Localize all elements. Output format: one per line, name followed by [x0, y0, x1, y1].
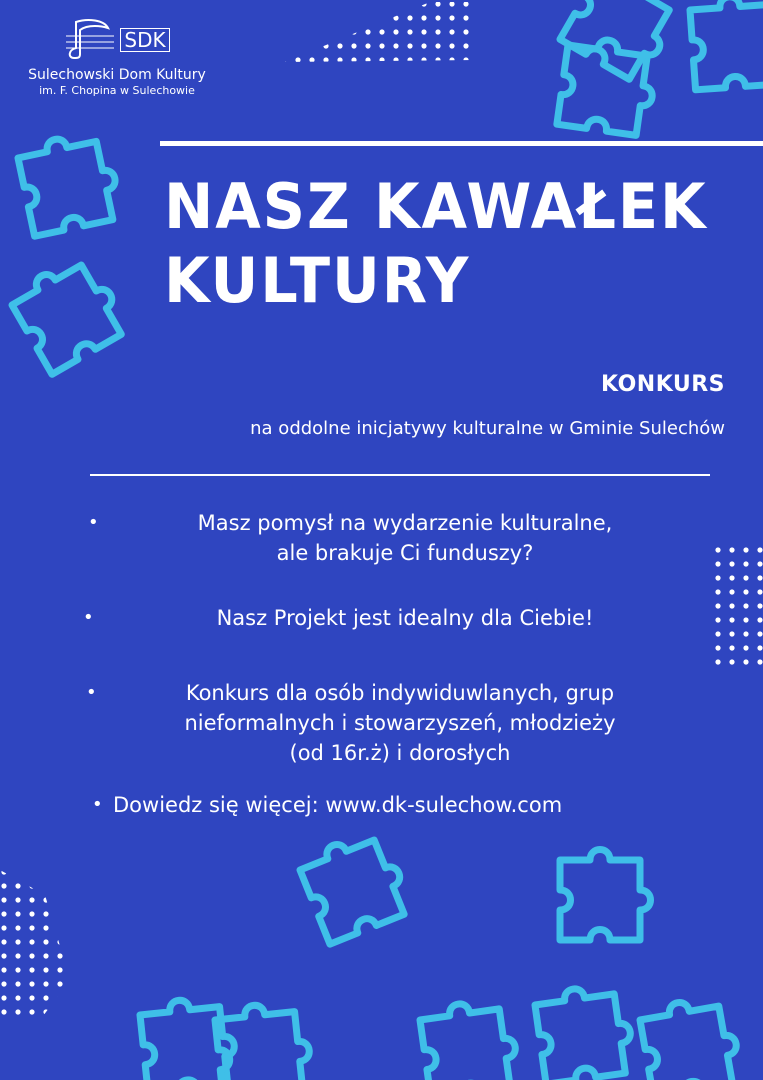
puzzle-piece: [16, 129, 123, 236]
puzzle-piece: [560, 850, 651, 941]
top-divider: [160, 141, 763, 146]
bullet-dot: •: [92, 794, 103, 815]
website-link-text: Dowiedz się więcej: www.dk-sulechow.com: [113, 793, 563, 817]
puzzle-piece: [638, 994, 743, 1080]
puzzle-piece: [560, 0, 684, 85]
main-title: [164, 170, 708, 318]
bullet-item: [110, 603, 700, 633]
logo-mark: SDK: [120, 28, 169, 52]
contest-subheading: na oddolne inicjatywy kulturalne w Gminie Sulechów: [250, 418, 725, 439]
dot-pattern: [712, 540, 763, 670]
puzzle-piece: [419, 997, 521, 1080]
bullet-item: [110, 508, 700, 568]
bullet-line: Masz pomysł na wydarzenie kulturalne,: [197, 511, 613, 535]
bullet-item: [90, 678, 710, 768]
logo-name: Sulechowski Dom Kultury: [28, 67, 206, 83]
music-note-icon: [64, 14, 116, 66]
bullet-line: Nasz Projekt jest idealny dla Ciebie!: [216, 606, 594, 630]
bullet-line: ale brakuje Ci funduszy?: [276, 541, 534, 565]
bullet-dot: •: [88, 512, 99, 533]
bullet-line: nieformalnych i stowarzyszeń, młodzieży: [184, 711, 616, 735]
bullet-item-website: [113, 790, 693, 820]
puzzle-piece: [534, 982, 636, 1080]
bullet-line: Konkurs dla osób indywiduwlanych, grup: [185, 681, 615, 705]
bullet-dot: •: [83, 607, 94, 628]
title-line-2: KULTURY: [164, 244, 471, 317]
contest-heading: KONKURS: [601, 372, 725, 397]
bullet-dot: •: [86, 682, 97, 703]
dot-pattern: [0, 870, 70, 1020]
puzzle-piece: [689, 0, 763, 90]
logo: [22, 14, 212, 97]
middle-divider: [90, 474, 710, 476]
dot-pattern: [285, 2, 475, 62]
bullet-line: (od 16r.ż) i dorosłych: [289, 741, 511, 765]
puzzle-piece: [296, 826, 414, 944]
puzzle-piece: [7, 251, 131, 375]
logo-subtitle: im. F. Chopina w Sulechowie: [39, 84, 195, 97]
title-line-1: NASZ KAWAŁEK: [164, 170, 708, 243]
